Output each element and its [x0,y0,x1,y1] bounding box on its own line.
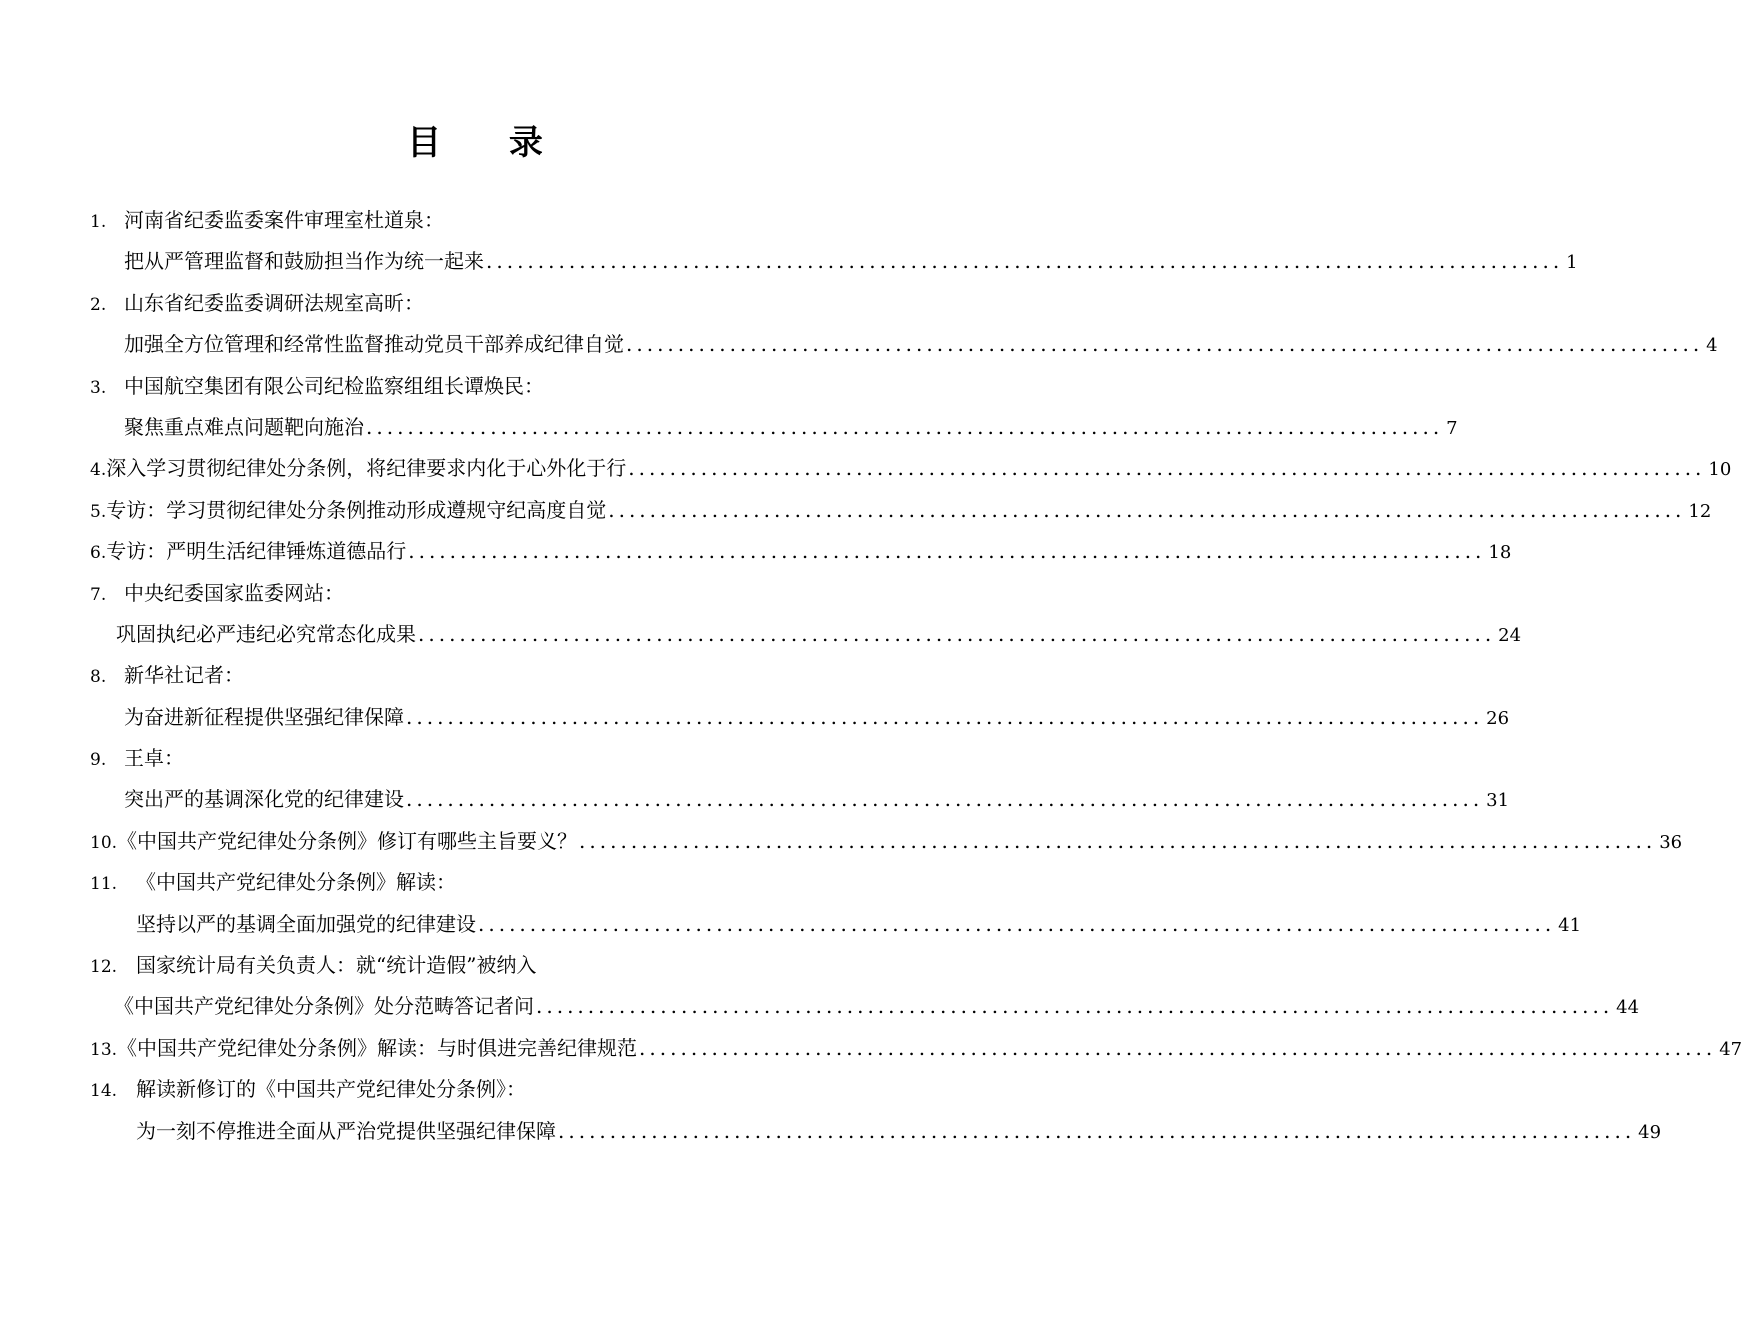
toc-entry-heading [90,945,860,986]
dot-leader: ........................................................................................................ [478,911,1556,936]
dot-leader: ........................................................................................................ [608,497,1686,522]
toc-entry-heading-text: 国家统计局有关负责人：就“统计造假”被纳入 [136,953,537,978]
toc-entry-title[interactable] [90,986,1640,1027]
toc-entry-heading [90,738,860,779]
toc-entry-number: 4. [90,460,107,481]
toc-entry-heading [90,862,860,903]
toc-entry-title-text: 坚持以严的基调全面加强党的纪律建设 [136,911,476,936]
dot-leader: ........................................................................................................ [639,1035,1717,1060]
toc-entry-title[interactable] [90,448,1732,489]
toc-page-number: 31 [1486,790,1510,812]
toc-entry-heading-text: 解读新修订的《中国共产党纪律处分条例》： [136,1077,526,1102]
toc-page-number: 44 [1616,997,1640,1019]
toc-entry-number: 14. [90,1081,118,1102]
toc-entry-number: 6. [90,543,107,564]
dot-leader: ........................................................................................................ [626,332,1704,357]
toc-entry-title[interactable] [90,1111,1662,1152]
table-of-contents [90,200,1742,1152]
toc-entry-number: 2. [90,294,107,315]
toc-entry-title-text: 加强全方位管理和经常性监督推动党员干部养成纪律自觉 [124,332,624,357]
toc-entry-title[interactable] [90,324,1718,365]
dot-leader: ........................................................................................................ [486,249,1564,274]
toc-entry-number: 11. [90,874,118,895]
page-title: 目 录 [407,123,571,163]
toc-entry-heading [90,366,860,407]
toc-page-number: 36 [1659,831,1683,853]
toc-entry-title-text: 聚焦重点难点问题靶向施治 [124,414,364,439]
toc-entry-number: 5. [90,501,107,522]
toc-entry-number: 1. [90,212,107,232]
dot-leader: ........................................................................................................ [579,828,1657,853]
toc-entry-heading-text: 中央纪委国家监委网站： [124,580,344,605]
toc-page-number: 26 [1486,707,1510,729]
toc-page-number: 4 [1706,335,1718,357]
toc-page-number: 24 [1498,624,1522,646]
toc-entry-title[interactable] [90,697,1510,738]
toc-entry-title-text: 巩固执纪必严违纪必究常态化成果 [116,621,416,646]
toc-page-number: 41 [1558,914,1582,936]
toc-entry-title[interactable] [90,1028,1742,1069]
toc-entry-title-text: 《中国共产党纪律处分条例》修订有哪些主旨要义？ [117,828,578,853]
toc-page-number: 10 [1708,459,1732,481]
toc-entry-title-text: 突出严的基调深化党的纪律建设 [124,787,404,812]
toc-entry-heading [90,655,860,696]
toc-entry-heading [90,200,860,241]
toc-page-number: 18 [1488,542,1512,564]
toc-entry-number: 13. [90,1039,118,1060]
toc-entry-number: 10. [90,832,118,853]
dot-leader: ........................................................................................................ [406,787,1484,812]
toc-page-number: 47 [1719,1038,1742,1060]
toc-entry-number: 12. [90,957,118,978]
toc-entry-heading-text: 新华社记者： [124,663,244,688]
toc-page-number: 7 [1446,417,1458,439]
dot-leader: ........................................................................................................ [366,414,1444,439]
toc-entry-number: 3. [90,377,107,398]
toc-entry-number: 8. [90,667,107,688]
toc-entry-number: 9. [90,750,107,771]
toc-entry-heading [90,283,860,324]
toc-entry-title-text: 为一刻不停推进全面从严治党提供坚强纪律保障 [136,1118,556,1143]
toc-entry-title[interactable] [90,531,1512,572]
toc-entry-heading-text: 山东省纪委监委调研法规室高昕： [124,290,424,315]
toc-entry-heading-text: 河南省纪委监委案件审理室杜道泉： [124,208,444,232]
toc-entry-heading-text: 王卓： [124,746,184,771]
toc-entry-number: 7. [90,584,107,605]
toc-entry-heading [90,573,860,614]
dot-leader: ........................................................................................................ [406,704,1484,729]
toc-entry-title[interactable] [90,779,1510,820]
dot-leader: ........................................................................................................ [558,1118,1636,1143]
toc-entry-title-text: 把从严管理监督和鼓励担当作为统一起来 [124,249,484,274]
dot-leader: ........................................................................................................ [536,994,1614,1019]
toc-entry-title[interactable] [90,904,1582,945]
toc-entry-title-text: 《中国共产党纪律处分条例》解读：与时俱进完善纪律规范 [117,1035,638,1060]
toc-entry-heading-text: 中国航空集团有限公司纪检监察组组长谭焕民： [124,373,544,398]
toc-entry-title-text: 为奋进新征程提供坚强纪律保障 [124,704,404,729]
toc-entry-title-text: 专访：学习贯彻纪律处分条例推动形成遵规守纪高度自觉 [106,497,607,522]
toc-entry-title[interactable] [90,614,1522,655]
toc-entry-heading [90,1069,860,1110]
toc-entry-title[interactable] [90,241,1578,282]
toc-entry-heading-text: 《中国共产党纪律处分条例》解读： [136,870,456,895]
dot-leader: ........................................................................................................ [408,539,1486,564]
toc-entry-title-text: 《中国共产党纪律处分条例》处分范畴答记者问 [114,994,534,1019]
toc-page-number: 12 [1688,500,1712,522]
toc-entry-title[interactable] [90,407,1458,448]
toc-entry-title[interactable] [90,490,1712,531]
toc-entry-title-text: 深入学习贯彻纪律处分条例，将纪律要求内化于心外化于行 [106,456,627,481]
toc-page-number: 49 [1638,1121,1662,1143]
toc-entry-title-text: 专访：严明生活纪律锤炼道德品行 [106,539,407,564]
dot-leader: ........................................................................................................ [418,621,1496,646]
toc-page-number: 1 [1566,252,1578,274]
toc-entry-title[interactable] [90,821,1683,862]
dot-leader: ........................................................................................................ [628,456,1706,481]
